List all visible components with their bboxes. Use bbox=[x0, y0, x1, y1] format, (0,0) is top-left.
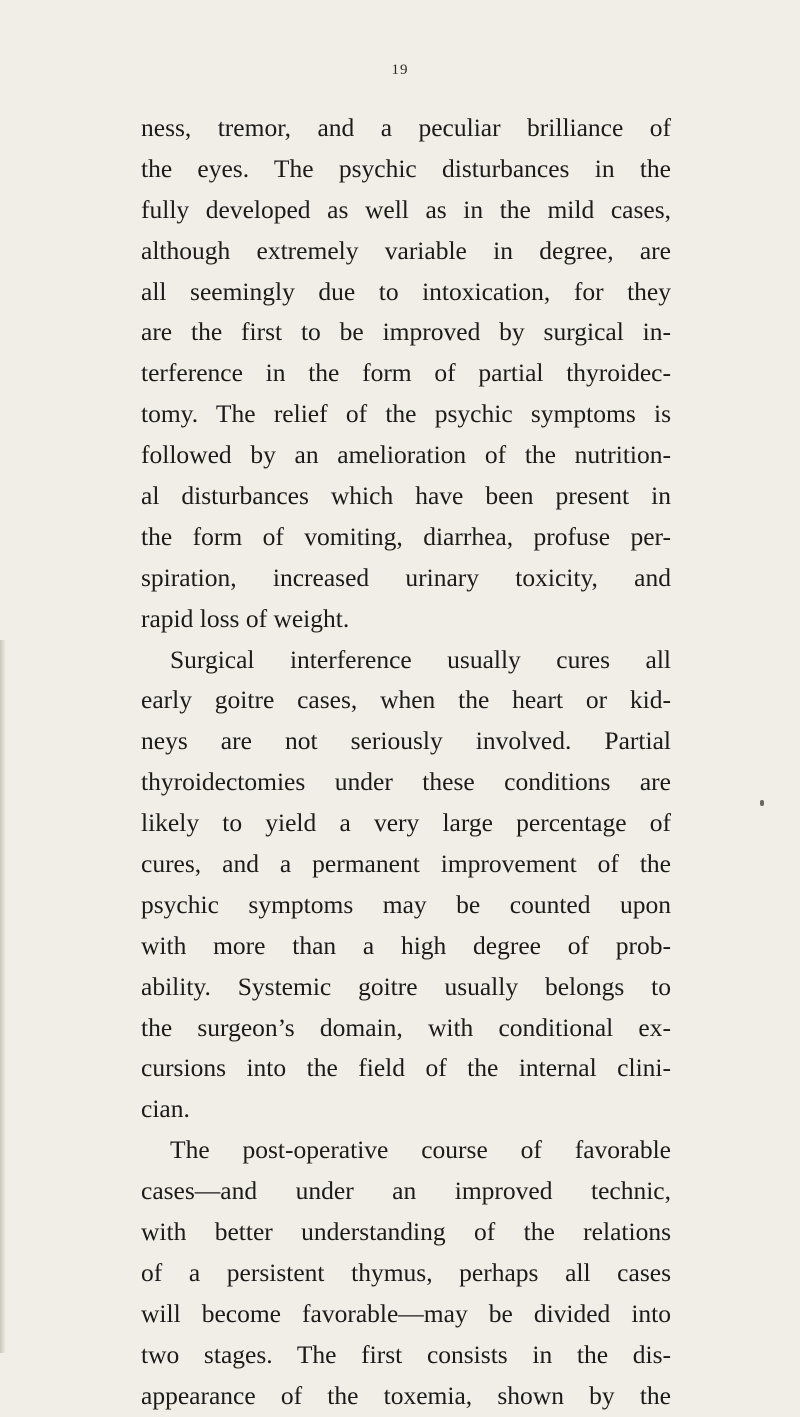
body-text bbox=[141, 108, 671, 1417]
text-line: spiration, increased urinary toxicity, and bbox=[141, 562, 671, 592]
text-line: the form of vomiting, diarrhea, profuse per- bbox=[141, 521, 671, 551]
text-line: the surgeon’s domain, with conditional ex- bbox=[141, 1012, 671, 1042]
paragraph-start-line: The post-operative course of favorable bbox=[170, 1135, 671, 1165]
text-line: cures, and a permanent improvement of the bbox=[141, 849, 671, 879]
text-line: rapid loss of weight. bbox=[141, 603, 350, 633]
ink-speck bbox=[760, 800, 764, 806]
text-line: the eyes. The psychic disturbances in the bbox=[141, 153, 671, 183]
text-line: followed by an amelioration of the nutrition- bbox=[141, 440, 671, 470]
text-line: cases—and under an improved technic, bbox=[141, 1176, 671, 1206]
text-line: thyroidectomies under these conditions are bbox=[141, 767, 671, 797]
text-line: of a persistent thymus, perhaps all cases bbox=[141, 1257, 671, 1287]
page-gutter-shadow bbox=[0, 640, 6, 1353]
text-line: early goitre cases, when the heart or kid- bbox=[141, 685, 671, 715]
text-line: are the first to be improved by surgical in- bbox=[141, 317, 671, 347]
text-line: ability. Systemic goitre usually belongs to bbox=[141, 971, 671, 1001]
text-line: all seemingly due to intoxication, for they bbox=[141, 276, 671, 306]
text-line: cian. bbox=[141, 1094, 190, 1124]
text-line: will become favorable—may be divided into bbox=[141, 1298, 671, 1328]
text-line: al disturbances which have been present in bbox=[141, 481, 671, 511]
text-line: neys are not seriously involved. Partial bbox=[141, 726, 671, 756]
page-number: 19 bbox=[391, 62, 409, 78]
text-line: tomy. The relief of the psychic symptoms is bbox=[141, 399, 671, 429]
text-line: appearance of the toxemia, shown by the bbox=[141, 1380, 671, 1410]
text-line: with more than a high degree of prob- bbox=[141, 930, 671, 960]
text-line: cursions into the field of the internal clini- bbox=[141, 1053, 671, 1083]
paragraph-start-line: Surgical interference usually cures all bbox=[170, 644, 671, 674]
text-line: psychic symptoms may be counted upon bbox=[141, 889, 671, 919]
text-line: with better understanding of the relations bbox=[141, 1217, 671, 1247]
text-line: two stages. The first consists in the dis- bbox=[141, 1339, 671, 1369]
text-line: ness, tremor, and a peculiar brilliance of bbox=[141, 113, 671, 142]
text-line: fully developed as well as in the mild cases, bbox=[141, 194, 671, 224]
text-line: although extremely variable in degree, are bbox=[141, 235, 671, 265]
text-line: terference in the form of partial thyroidec- bbox=[141, 358, 671, 388]
text-line: likely to yield a very large percentage of bbox=[141, 808, 671, 838]
